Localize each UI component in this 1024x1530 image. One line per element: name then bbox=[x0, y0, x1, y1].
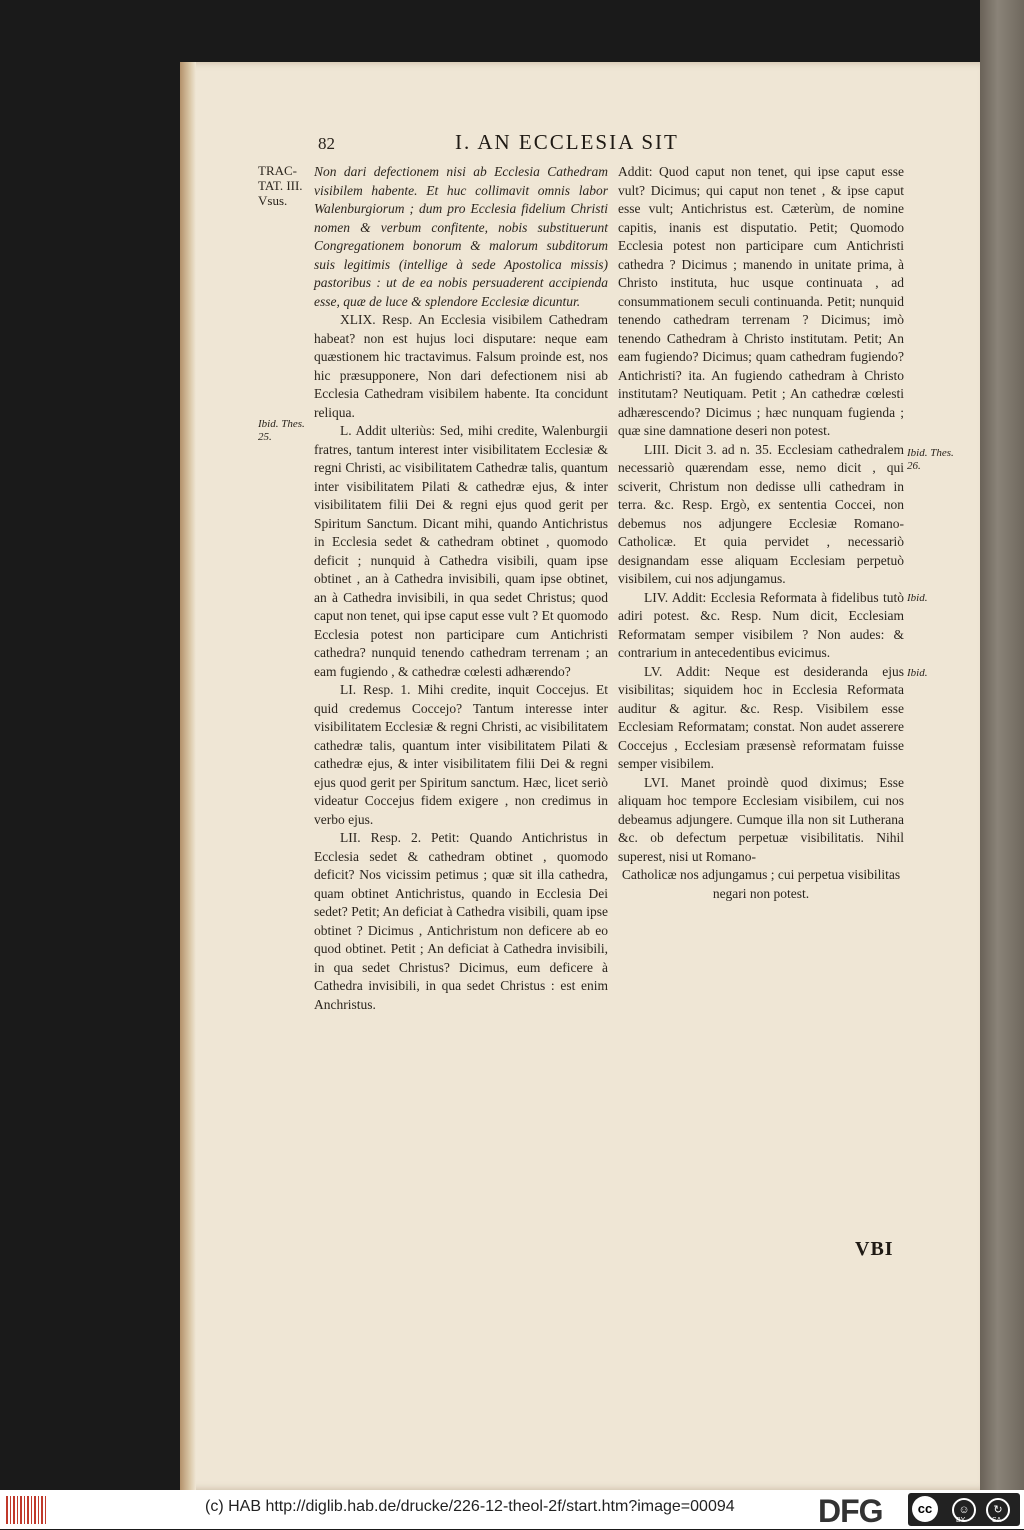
margin-note-ibid-thes-25: Ibid. Thes. 25. bbox=[258, 418, 305, 443]
margin-note-ibid-1: Ibid. bbox=[907, 592, 928, 604]
paragraph: L. Addit ulteriùs: Sed, mihi credite, Walenburgii fratres, tantum interest inter visibilitatem Ecclesiæ & regni Christi, ac visibilitatem Cathedræ talis, quantum inter visibilitatem Pilati & cathedræ ejus, & inter visibilitatem filii Dei & regni ejus quod gerit per Spiritum Sanctum. Dicant mihi, quando Antichristus in Ecclesia sedet & cathedram obtinet , quomodo deficit ; nunquid à Cathedra visibili, quam ipse obtinet , an à Cathedra invisibili, quam ipse obtinet, an à Cathedra invisibili, in qua sedet Christus; quod caput non tenet, qui ipse caput esse vult ? Et quomodo Ecclesia potest non participare cum Antichristi cathedra? nunquid tenendo cathedram terrenam ; an eam fugiendo , & cathedræ cœlesti adhærendo? bbox=[314, 423, 608, 679]
paragraph: LIII. Dicit 3. ad n. 35. Ecclesiam cathedralem necessariò quærendam esse, nemo dicit , qui sciverit, Christum non dedisse ulli cathedram in terra. &c. Resp. Ergò, ex sententia Coccei, non debemus nos adjungere Ecclesiæ Romano-Catholicæ. Et quia pervidet , necessariò designandam esse aliquam Ecclesiam perpetuò visibilem, cui nos adjungamus. bbox=[618, 441, 904, 586]
hab-logo-icon bbox=[6, 1496, 46, 1524]
sa-label: SA bbox=[992, 1517, 1002, 1524]
catchword: VBI bbox=[855, 1238, 894, 1260]
adjacent-page-edge bbox=[980, 0, 1024, 1490]
left-text-column bbox=[314, 163, 608, 1014]
share-alike-icon: ↻ bbox=[986, 1498, 1010, 1522]
dfg-logo: DFG bbox=[818, 1493, 883, 1529]
paragraph: Non dari defectionem nisi ab Ecclesia Cathedram visibilem habente. Et huc collimavit omnis labor Walenburgiorum ; dum pro Ecclesia fidelium Christi nomen & verbum confitente, nobis substituerunt Congregationem bonorum & malorum subditorum suis legitimis (intellige à sede Apostolica missis) pastoribus : ut de ea nobis persuaderent accipienda esse, quæ de luce & splendore Ecclesiæ dicuntur. bbox=[314, 164, 608, 309]
page-number: 82 bbox=[318, 134, 335, 153]
person-icon: ☺ bbox=[952, 1498, 976, 1522]
paragraph: Addit: Quod caput non tenet, qui ipse caput esse vult? Dicimus; qui caput non tenet , & ipse caput esse vult; Antichristus est. Cæterùm, de nomine capitis, inanis est disputatio. Petit; Quomodo Ecclesia potest non participare cum Antichristi cathedra ? Dicimus ; manendo in unitate prima, à Christo instituta, huc usque continuata , ad consummationem seculi continuanda. Petit; nunquid tenendo cathedram terrenam ? Dicimus; imò tenendo Cathedram à Christo institutam. Petit; An eam fugiendo? Dicimus; quam cathedram fugiendo? Antichristi? ita. An fugiendo cathedram à Christo institutam? Neutiquam. Petit ; An cathedræ cœlesti adhærescendo? Dicimus ; hæc nunquam fugienda ; quæ sine damnatione deseri non potest. bbox=[618, 164, 904, 438]
margin-note-tract: TRAC- TAT. III. Vsus. bbox=[258, 163, 303, 208]
paragraph: LII. Resp. 2. Petit: Quando Antichristus in Ecclesia sedet & cathedram obtinet , quomodo deficit? Nos vicissim petimus ; quæ sit illa cathedra, quam obtinet Antichristus, quando in Ecclesia Dei sedet? Petit; An deficiat à Cathedra visibili, quam ipse obtinet ? Dicimus , Antichristum non deficere ab eo quod obtinet. Petit ; An deficiat à Cathedra invisibili, in qua sedet Christus? Dicimus, eum deficere à Cathedra invisibili, in qua sedet Christus : est enim Anchristus. bbox=[314, 830, 608, 1012]
paragraph-conclusion: Catholicæ nos adjungamus ; cui perpetua visibilitas negari non potest. bbox=[621, 867, 901, 901]
paragraph: LIV. Addit: Ecclesia Reformata à fidelibus tutò adiri potest. &c. Resp. Num dicit, Ecclesiam Reformatam semper visibilem ? Non audes: & contrarium in antecedentibus evicimus. bbox=[618, 589, 904, 660]
cc-icon: cc bbox=[912, 1496, 938, 1522]
margin-note-ibid-thes-26: Ibid. Thes. 26. bbox=[907, 447, 954, 472]
margin-note-ibid-2: Ibid. bbox=[907, 667, 928, 679]
running-head: I. AN ECCLESIA SIT bbox=[455, 130, 679, 154]
right-text-column bbox=[618, 163, 904, 903]
page-gutter bbox=[180, 62, 196, 1490]
paragraph: LVI. Manet proindè quod diximus; Esse aliquam hoc tempore Ecclesiam visibilem, cui nos debeamus adjungere. Cumque illa non sit Lutherana &c. ob defectum perpetuæ visibilitatis. Nihil superest, nisi ut Romano- bbox=[618, 774, 904, 864]
paragraph: LI. Resp. 1. Mihi credite, inquit Coccejus. Et quid credemus Coccejo? Tantum interesse inter visibilitatem Ecclesiæ & regni Christi, ac visibilitatem cathedræ talis, quantum inter visibilitatem Pilati & cathedræ ejus, & inter visibilitatem filii Dei & regni ejus quod gerit per Spiritum sanctum. Hæc, licet seriò videatur Coccejus fidem exigere , non credimus in verbo ejus. bbox=[314, 682, 608, 827]
by-label: BY bbox=[956, 1517, 966, 1524]
copyright-link[interactable]: (c) HAB http://diglib.hab.de/drucke/226-12-theol-2f/start.htm?image=00094 bbox=[205, 1498, 735, 1515]
paragraph: LV. Addit: Neque est desideranda ejus visibilitas; siquidem hoc in Ecclesia Reformata auditur & agitur. &c. Resp. Visibilem esse Ecclesiam Reformatam; constat. Non audet asserere Coccejus , Ecclesiam præsensè reformatam fuisse semper visibilem. bbox=[618, 663, 904, 771]
cc-license-badge[interactable] bbox=[908, 1493, 1020, 1526]
paragraph: XLIX. Resp. An Ecclesia visibilem Cathedram habeat? non est hujus loci disputare: neque eam quæstionem hic tractavimus. Falsum proinde est, nos hic præsupponere, Non dari defectionem nisi ab Ecclesia Cathedram visibilem habente. Ita concidunt reliqua. bbox=[314, 312, 608, 420]
footer-bar bbox=[0, 1490, 1024, 1529]
